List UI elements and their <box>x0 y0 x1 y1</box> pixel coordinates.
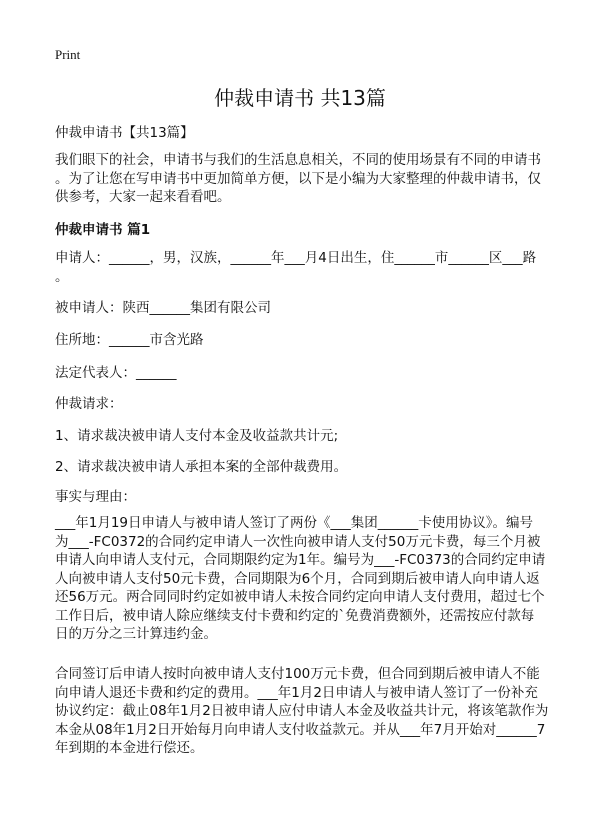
address-line: 住所地：______市含光路 <box>55 332 204 348</box>
text-line: 。 <box>55 269 69 285</box>
text-line: 供参考，大家一起来看看吧。 <box>55 189 231 205</box>
subtitle: 仲裁申请书【共13篇】 <box>55 125 194 141</box>
legal-rep-line: 法定代表人：______ <box>55 365 177 381</box>
claim-1: 1、请求裁决被申请人支付本金及收益款共计元; <box>55 428 339 444</box>
text-line: 还56万元。两合同同时约定如被申请人未按合同约定向申请人支付费用，超过七个 <box>55 589 545 605</box>
respondent-line: 被申请人：陕西______集团有限公司 <box>55 300 271 316</box>
claim-2: 2、请求裁决被申请人承担本案的全部仲裁费用。 <box>55 459 348 475</box>
text-line: 申请人：______，男，汉族，______年___月4日出生，住______市______区___路 <box>55 250 537 266</box>
text-line: 人向被申请人支付50元卡费，合同期限为6个月，合同到期后被申请人向申请人返 <box>55 570 540 587</box>
facts-heading: 事实与理由： <box>55 489 136 505</box>
claims-heading: 仲裁请求： <box>55 396 123 412</box>
facts-paragraph-1 <box>55 514 545 644</box>
text-line: 年到期的本金进行偿还。 <box>55 740 204 756</box>
text-line: 向申请人退还卡费和约定的费用。___年1月2日申请人与被申请人签订了一份补充 <box>55 684 538 701</box>
text-line: ___年1月19日申请人与被申请人签订了两份《___集团______卡使用协议》。编号 <box>55 515 534 531</box>
text-line: 本金从08年1月2日开始每月向申请人支付收益款元。并从___年7月开始对______7 <box>55 721 546 738</box>
section-heading: 仲裁申请书 篇1 <box>55 222 151 238</box>
intro-paragraph <box>55 151 541 207</box>
facts-paragraph-2 <box>55 665 548 758</box>
text-line: 申请人向申请人支付元，合同期限约定为1年。编号为___-FC0373的合同约定申请 <box>55 552 546 568</box>
applicant-paragraph <box>55 249 536 287</box>
text-line: 合同签订后申请人按时向被申请人支付100万元卡费，但合同到期后被申请人不能 <box>55 666 540 682</box>
text-line: 。为了让您在写申请书中更加简单方便，以下是小编为大家整理的仲裁申请书，仅 <box>55 170 541 187</box>
text-line: 为___-FC0372的合同约定申请人一次性向被申请人支付50万元卡费，每三个月被 <box>55 533 541 550</box>
text-line: 工作日后，被申请人除应继续支付卡费和约定的`免费消费额外，还需按应付款每 <box>55 607 535 624</box>
text-line: 日的万分之三计算违约金。 <box>55 626 217 642</box>
text-line: 我们眼下的社会，申请书与我们的生活息息相关，不同的使用场景有不同的申请书 <box>55 152 541 168</box>
page-title: 仲裁申请书 共13篇 <box>214 86 386 110</box>
print-link[interactable]: Print <box>55 47 81 62</box>
text-line: 协议约定：截止08年1月2日被申请人应付申请人本金及收益共计元，将该笔款作为 <box>55 703 549 719</box>
